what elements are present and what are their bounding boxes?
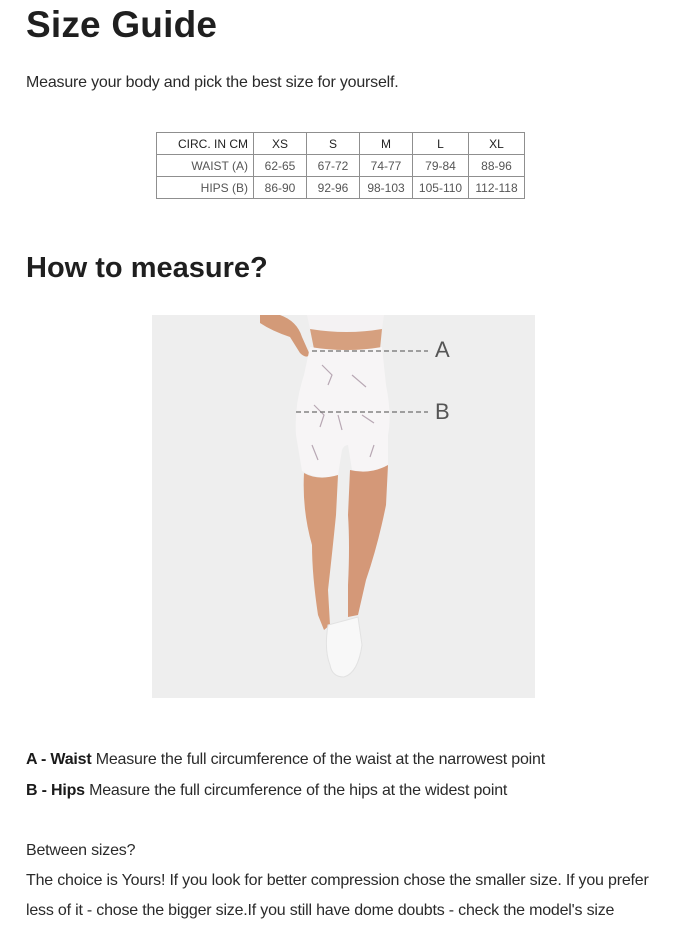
header-cell-circ: CIRC. IN CM [157, 133, 254, 155]
table-cell: 88-96 [469, 155, 525, 177]
table-row-hips [157, 177, 525, 199]
model-illustration [152, 315, 535, 698]
measurement-definitions [26, 748, 545, 810]
definition-text: Measure the full circumference of the hips at the widest point [84, 782, 508, 799]
definition-key: B - Hips [26, 782, 85, 799]
header-cell-xs: XS [254, 133, 307, 155]
header-cell-xl: XL [469, 133, 525, 155]
header-cell-m: M [360, 133, 413, 155]
table-cell: 74-77 [360, 155, 413, 177]
table-cell: 67-72 [307, 155, 360, 177]
between-sizes-question: Between sizes? [26, 842, 136, 859]
table-cell: 105-110 [413, 177, 469, 199]
table-header-row [157, 133, 525, 155]
definition-hips [26, 779, 545, 810]
measurement-figure [152, 315, 535, 698]
table-cell: 92-96 [307, 177, 360, 199]
page-title: Size Guide [26, 4, 218, 45]
marker-label-a: A [435, 337, 450, 362]
table-cell: 62-65 [254, 155, 307, 177]
header-cell-l: L [413, 133, 469, 155]
header-cell-s: S [307, 133, 360, 155]
definition-key: A - Waist [26, 751, 92, 768]
row-label: HIPS (B) [157, 177, 254, 199]
row-label: WAIST (A) [157, 155, 254, 177]
table-cell: 86-90 [254, 177, 307, 199]
table-cell: 98-103 [360, 177, 413, 199]
size-chart-table [156, 132, 525, 199]
table-cell: 112-118 [469, 177, 525, 199]
table-cell: 79-84 [413, 155, 469, 177]
between-sizes-section [26, 836, 666, 926]
intro-text: Measure your body and pick the best size for yourself. [26, 74, 399, 91]
between-sizes-answer: The choice is Yours! If you look for better compression chose the smaller size. If you prefer less of it - chose the bigger size.If you still have dome doubts - check the model's size [26, 872, 649, 919]
definition-waist [26, 748, 545, 779]
how-to-measure-heading: How to measure? [26, 252, 268, 284]
table-row-waist [157, 155, 525, 177]
marker-label-b: B [435, 399, 450, 424]
definition-text: Measure the full circumference of the waist at the narrowest point [91, 751, 545, 768]
